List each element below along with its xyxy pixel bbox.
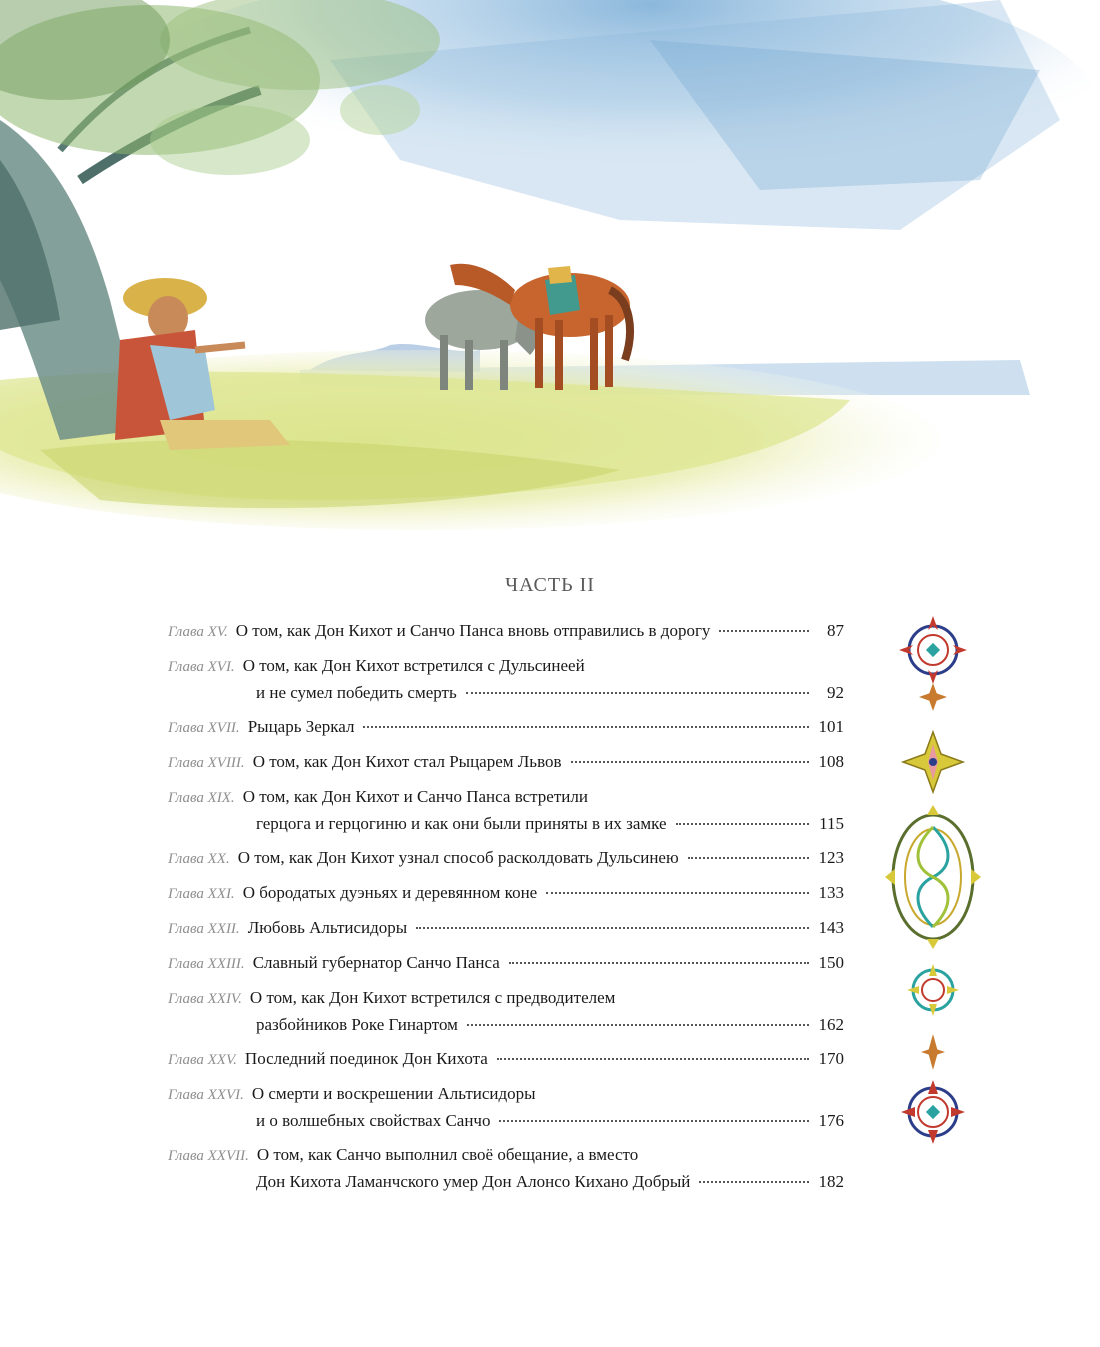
dot-leader <box>546 891 809 894</box>
toc-entry[interactable] <box>168 749 844 776</box>
page-number: 123 <box>818 848 844 867</box>
decorative-ornament-icon <box>878 612 988 1152</box>
toc-entry[interactable] <box>168 653 844 706</box>
page-number: 133 <box>818 883 844 902</box>
page-number: 115 <box>819 814 844 833</box>
chapter-number: Глава XXVII. <box>168 1148 249 1164</box>
table-of-contents <box>168 618 844 1203</box>
rosette-bottom-icon <box>901 1080 965 1144</box>
chapter-number: Глава XVII. <box>168 720 240 736</box>
chapter-number: Глава XVIII. <box>168 755 245 771</box>
chapter-title: О том, как Дон Кихот встретился с предводителем <box>249 988 616 1007</box>
chapter-number: Глава XXI. <box>168 886 235 902</box>
toc-line <box>168 1142 844 1169</box>
toc-line <box>168 811 844 837</box>
toc-line <box>168 1012 844 1038</box>
chapter-number: Глава XX. <box>168 851 230 867</box>
dot-leader <box>719 629 809 632</box>
toc-entry[interactable] <box>168 880 844 907</box>
toc-line <box>168 845 844 872</box>
toc-line <box>168 1046 844 1073</box>
toc-entry[interactable] <box>168 950 844 977</box>
chapter-title: О том, как Дон Кихот стал Рыцарем Львов <box>252 752 562 771</box>
toc-line <box>168 1169 844 1195</box>
page-number: 143 <box>818 918 844 937</box>
dot-leader <box>467 1023 809 1026</box>
toc-line <box>168 714 844 741</box>
chapter-title: Рыцарь Зеркал <box>247 717 355 736</box>
toc-line <box>168 915 844 942</box>
dot-leader <box>497 1057 809 1060</box>
chapter-title: герцога и герцогиню и как они были приняты в их замке <box>256 814 667 833</box>
cross-small-icon <box>919 683 947 711</box>
toc-entry[interactable] <box>168 618 844 645</box>
toc-entry[interactable] <box>168 985 844 1038</box>
chapter-title: Последний поединок Дон Кихота <box>244 1049 488 1068</box>
toc-line <box>168 680 844 706</box>
part-title: ЧАСТЬ II <box>505 574 595 596</box>
chapter-title: О смерти и воскрешении Альтисидоры <box>251 1084 536 1103</box>
rosette-top-icon <box>899 616 967 684</box>
toc-line <box>168 653 844 680</box>
rosette-middle-icon <box>907 964 959 1016</box>
toc-line <box>168 950 844 977</box>
dot-leader <box>699 1180 809 1183</box>
chapter-title: О том, как Дон Кихот и Санчо Панса встретили <box>242 787 588 806</box>
page-number: 182 <box>818 1172 844 1191</box>
dot-leader <box>571 760 809 763</box>
toc-line <box>168 749 844 776</box>
dot-leader <box>466 691 809 694</box>
chapter-number: Глава XXIV. <box>168 991 242 1007</box>
chapter-title: Любовь Альтисидоры <box>247 918 408 937</box>
chapter-title: и о волшебных свойствах Санчо <box>256 1111 491 1130</box>
page-number: 101 <box>818 717 844 736</box>
cross-lower-icon <box>921 1034 945 1070</box>
page-number: 87 <box>827 621 844 640</box>
dot-leader <box>363 725 809 728</box>
toc-line <box>168 618 844 645</box>
toc-entry[interactable] <box>168 915 844 942</box>
chapter-number: Глава XXV. <box>168 1052 237 1068</box>
star-ornament-icon <box>903 732 963 792</box>
page-number: 150 <box>818 953 844 972</box>
dot-leader <box>509 961 809 964</box>
page-number: 108 <box>818 752 844 771</box>
toc-line <box>168 1108 844 1134</box>
chapter-number: Глава XVI. <box>168 659 235 675</box>
chapter-number: Глава XV. <box>168 624 228 640</box>
page-number: 176 <box>818 1111 844 1130</box>
toc-line <box>168 880 844 907</box>
chapter-title: Славный губернатор Санчо Панса <box>252 953 500 972</box>
chapter-title: О том, как Дон Кихот встретился с Дульсинеей <box>242 656 585 675</box>
chapter-number: Глава XXVI. <box>168 1087 244 1103</box>
page-number: 162 <box>818 1015 844 1034</box>
toc-entry[interactable] <box>168 845 844 872</box>
toc-line <box>168 985 844 1012</box>
toc-entry[interactable] <box>168 1142 844 1195</box>
dot-leader <box>688 856 809 859</box>
chapter-title: и не сумел победить смерть <box>256 683 457 702</box>
chapter-number: Глава XXIII. <box>168 956 245 972</box>
chapter-title: О том, как Дон Кихот и Санчо Панса вновь отправились в дорогу <box>235 621 711 640</box>
toc-entry[interactable] <box>168 784 844 837</box>
chapter-title: О том, как Дон Кихот узнал способ расколдовать Дульсинею <box>237 848 679 867</box>
dot-leader <box>499 1119 809 1122</box>
toc-entry[interactable] <box>168 1046 844 1073</box>
medallion-icon <box>885 805 981 949</box>
toc-line <box>168 1081 844 1108</box>
toc-entry[interactable] <box>168 714 844 741</box>
dot-leader <box>676 822 809 825</box>
page-number: 92 <box>827 683 844 702</box>
watercolor-illustration <box>0 0 1100 560</box>
page-number: 170 <box>818 1049 844 1068</box>
dot-leader <box>416 926 809 929</box>
toc-entry[interactable] <box>168 1081 844 1134</box>
chapter-title: Дон Кихота Ламанчского умер Дон Алонсо Кихано Добрый <box>256 1172 691 1191</box>
toc-line <box>168 784 844 811</box>
chapter-title: О бородатых дуэньях и деревянном коне <box>242 883 538 902</box>
chapter-number: Глава XXII. <box>168 921 240 937</box>
chapter-title: О том, как Санчо выполнил своё обещание, а вместо <box>256 1145 639 1164</box>
chapter-number: Глава XIX. <box>168 790 235 806</box>
chapter-title: разбойников Роке Гинартом <box>256 1015 458 1034</box>
